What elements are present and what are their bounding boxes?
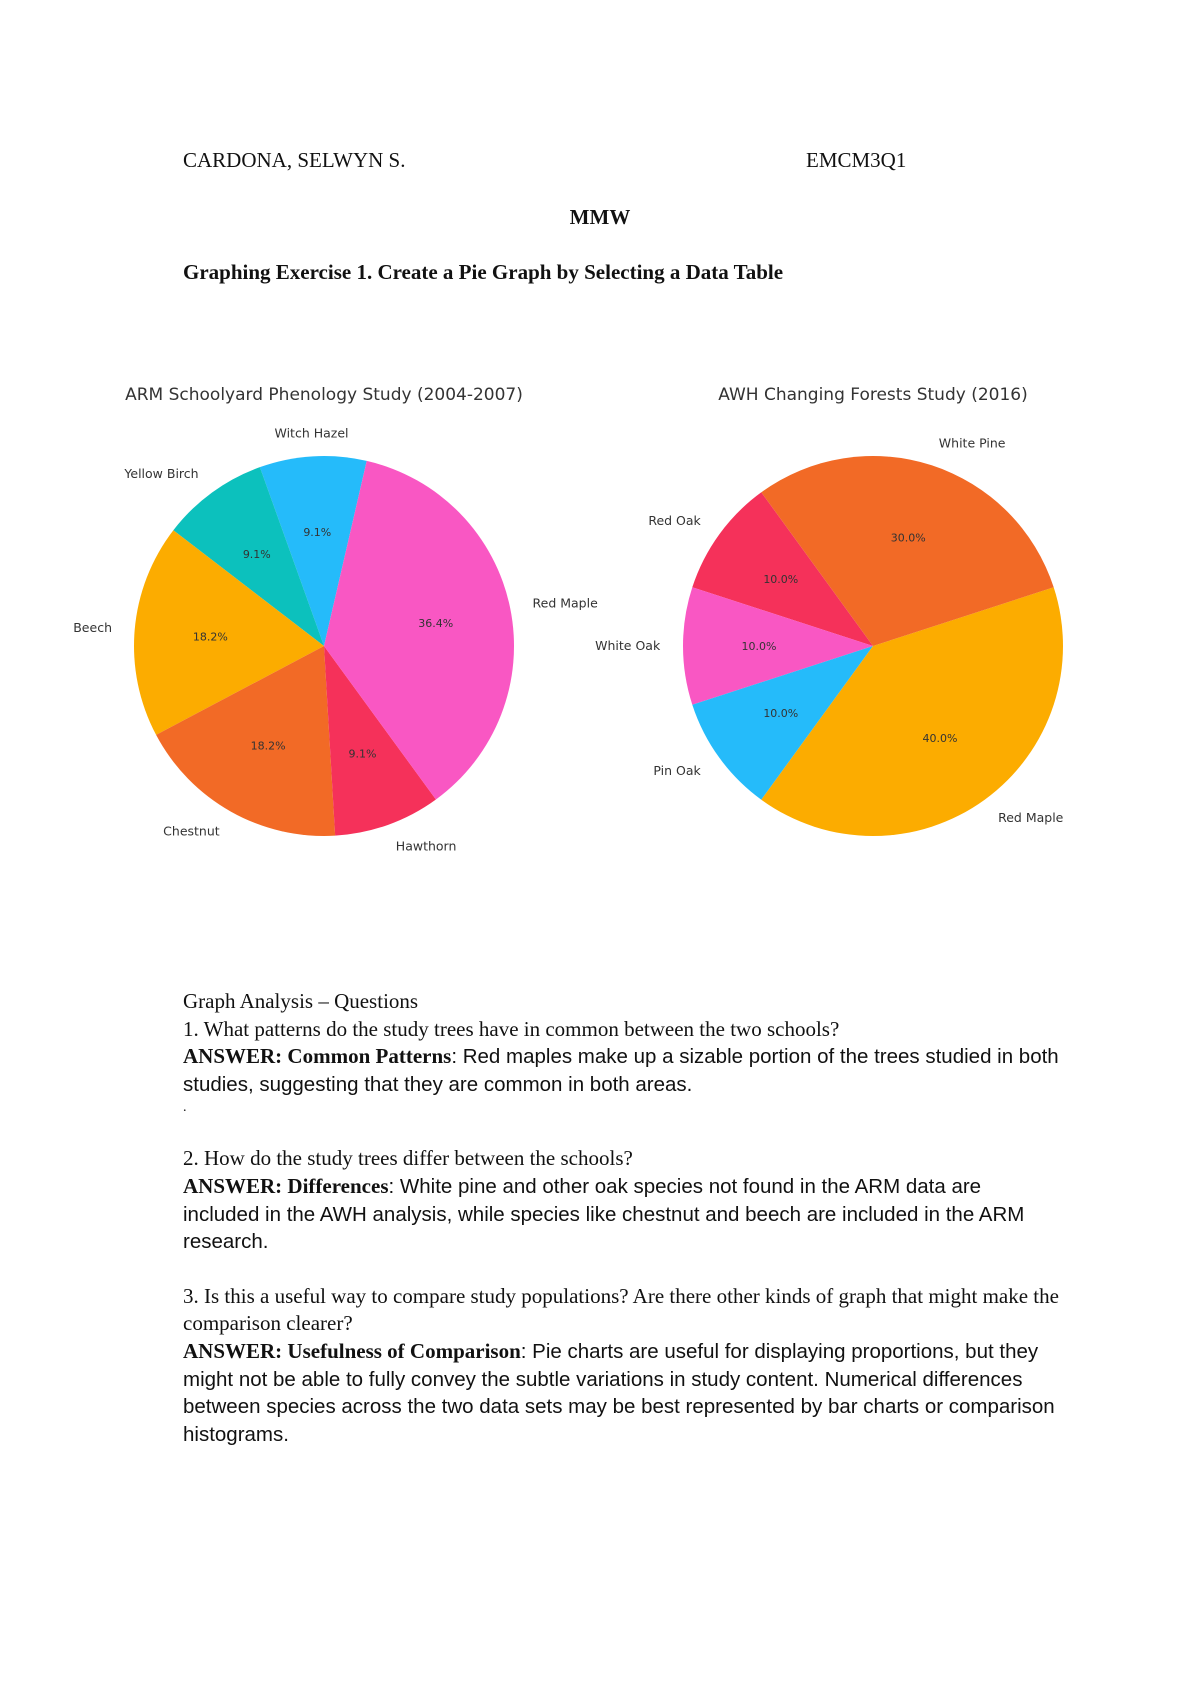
answer-3-text: : Pie charts are useful for displaying proportions, but they might not be able to fully convey the subtle variations in study content. Numerical differences between species across the two data sets may be best represented by bar charts or comparison histograms. — [183, 1339, 1055, 1446]
answer-1-lead: ANSWER: Common Patterns — [183, 1044, 452, 1069]
answer-2-lead: ANSWER: Differences — [183, 1173, 389, 1198]
slice-percent-pin-oak: 10.0% — [763, 707, 799, 720]
slice-percent-beech: 18.2% — [192, 630, 228, 644]
question-2: 2. How do the study trees differ between the schools? — [183, 1146, 633, 1171]
slice-percent-witch-hazel: 9.1% — [303, 526, 332, 540]
answer-1-trailing: . — [183, 1100, 187, 1116]
chart-title-awh: AWH Changing Forests Study (2016) — [718, 385, 1028, 405]
pie-charts — [0, 370, 1200, 870]
slice-label-white-oak: White Oak — [595, 638, 661, 653]
slice-label-beech: Beech — [73, 620, 112, 636]
question-3: 3. Is this a useful way to compare study populations? Are there other kinds of graph that might make the comparison clearer? — [183, 1283, 1059, 1336]
pie-chart-arm — [73, 385, 598, 853]
slice-percent-red-oak: 10.0% — [763, 573, 799, 586]
slice-label-red-maple: Red Maple — [532, 595, 598, 611]
slice-label-red-oak: Red Oak — [648, 512, 701, 528]
answer-3-lead: ANSWER: Usefulness of Comparison — [183, 1338, 521, 1363]
slice-percent-red-maple: 36.4% — [418, 617, 454, 631]
section-code: EMCM3Q1 — [806, 148, 907, 172]
slice-percent-red-maple: 40.0% — [922, 732, 958, 746]
answer-1 — [183, 1043, 1063, 1098]
question-1: 1. What patterns do the study trees have in common between the two schools? — [183, 1016, 840, 1041]
slice-label-red-maple: Red Maple — [998, 810, 1064, 826]
chart-title-arm: ARM Schoolyard Phenology Study (2004-2007) — [125, 385, 523, 405]
subject-title: MMW — [569, 205, 631, 229]
student-name: CARDONA, SELWYN S. — [183, 148, 406, 172]
answer-3 — [183, 1338, 1063, 1448]
slice-label-chestnut: Chestnut — [163, 823, 220, 839]
analysis-heading: Graph Analysis – Questions — [183, 989, 419, 1013]
answer-2-text: : White pine and other oak species not found in the ARM data are included in the AWH analysis, while species like chestnut and beech are included in the ARM research. — [183, 1174, 1025, 1254]
answer-2 — [183, 1173, 1063, 1256]
slice-percent-white-oak: 10.0% — [741, 640, 777, 653]
slice-percent-yellow-birch: 9.1% — [242, 547, 271, 561]
slice-percent-white-pine: 30.0% — [890, 531, 926, 545]
exercise-title: Graphing Exercise 1. Create a Pie Graph by Selecting a Data Table — [183, 260, 784, 284]
slice-label-witch-hazel: Witch Hazel — [274, 425, 349, 441]
slice-label-pin-oak: Pin Oak — [653, 763, 701, 779]
slice-percent-hawthorn: 9.1% — [348, 747, 377, 761]
graph-analysis — [183, 988, 1063, 1448]
slice-percent-chestnut: 18.2% — [250, 739, 286, 753]
slice-label-hawthorn: Hawthorn — [395, 838, 457, 854]
slice-label-yellow-birch: Yellow Birch — [124, 466, 199, 481]
answer-1-text: : Red maples make up a sizable portion of the trees studied in both studies, suggesting that they are common in both areas. — [183, 1045, 1059, 1096]
pie-chart-awh — [595, 385, 1064, 836]
slice-label-white-pine: White Pine — [938, 435, 1006, 451]
